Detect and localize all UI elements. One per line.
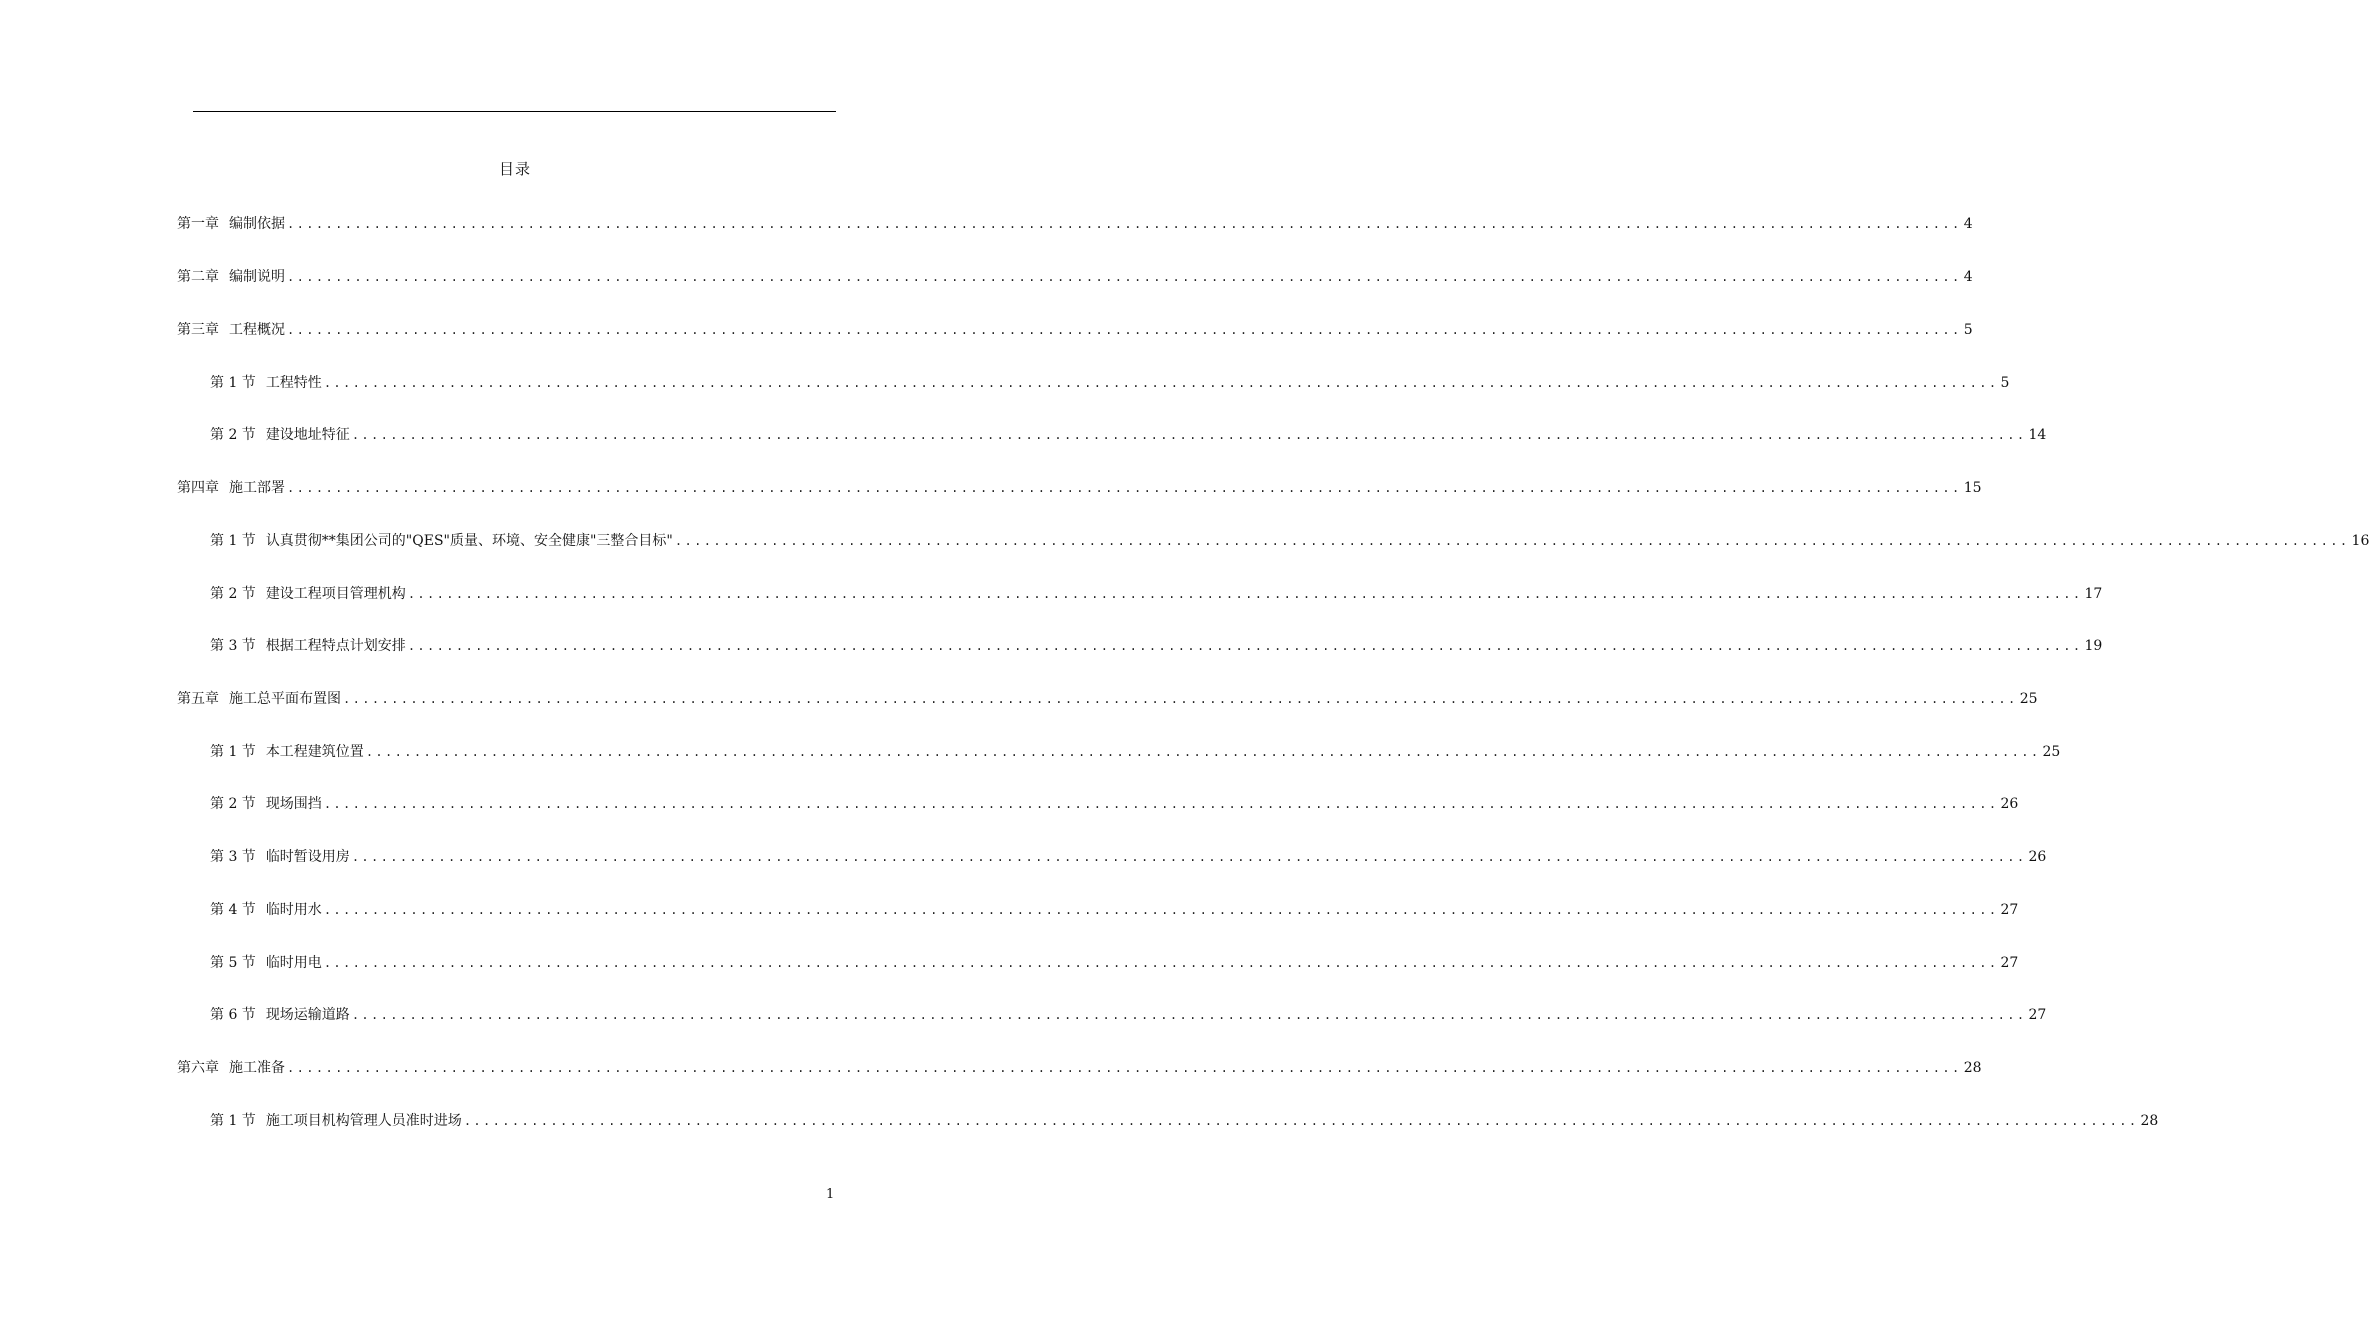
toc-entry-section[interactable] [210, 583, 2103, 603]
toc-entry-number: 第 1 节 [210, 375, 256, 391]
toc-entry-page: 27 [2000, 955, 2019, 971]
toc-leader-dots: .............................................................................................................................................................................. [323, 903, 1999, 917]
toc-entry-title: 认真贯彻**集团公司的"QES"质量、环境、安全健康"三整合目标" [265, 533, 673, 549]
toc-entry-title: 建设地址特征 [265, 427, 350, 443]
toc-entry-number: 第 2 节 [210, 427, 256, 443]
toc-entry-title: 现场围挡 [265, 796, 322, 812]
toc-entry-page: 28 [2140, 1113, 2159, 1129]
toc-entry-number: 第三章 [177, 322, 219, 338]
toc-entry-section[interactable] [210, 424, 2047, 444]
toc-entry-title: 临时用电 [265, 955, 322, 971]
toc-entry-title: 编制说明 [229, 269, 285, 285]
toc-entry-section[interactable] [210, 1004, 2047, 1024]
toc-entry-page: 26 [2028, 849, 2047, 865]
toc-entry-title: 工程特性 [265, 375, 322, 391]
toc-entry-page: 4 [1963, 216, 1973, 232]
toc-entry-title: 编制依据 [229, 216, 285, 232]
toc-leader-dots: .............................................................................................................................................................................. [323, 376, 1999, 390]
toc-leader-dots: .............................................................................................................................................................................. [323, 797, 1999, 811]
toc-entry-page: 25 [2019, 691, 2038, 707]
toc-entry-page: 26 [2000, 796, 2019, 812]
toc-entry-title: 临时用水 [265, 902, 322, 918]
toc-entry-page: 19 [2084, 638, 2103, 654]
toc-leader-dots: .............................................................................................................................................................................. [674, 534, 2350, 548]
toc-entry-chapter-2[interactable] [177, 266, 1973, 286]
toc-entry-title: 建设工程项目管理机构 [265, 586, 406, 602]
toc-entry-page: 5 [2000, 375, 2010, 391]
toc-entry-page: 5 [1963, 322, 1973, 338]
toc-leader-dots: .............................................................................................................................................................................. [407, 587, 2083, 601]
toc-entry-number: 第 1 节 [210, 1113, 256, 1129]
toc-entry-number: 第 2 节 [210, 586, 256, 602]
toc-entry-section[interactable] [210, 793, 2019, 813]
toc-entry-number: 第 1 节 [210, 744, 256, 760]
toc-entry-number: 第 4 节 [210, 902, 256, 918]
toc-entry-page: 25 [2042, 744, 2061, 760]
toc-leader-dots: .............................................................................................................................................................................. [407, 639, 2083, 653]
toc-entry-title: 工程概况 [229, 322, 285, 338]
toc-entry-title: 临时暂设用房 [265, 849, 350, 865]
toc-entry-chapter-5[interactable] [177, 688, 2038, 708]
toc-entry-number: 第 6 节 [210, 1007, 256, 1023]
toc-entry-number: 第 3 节 [210, 849, 256, 865]
toc-entry-section[interactable] [210, 635, 2103, 655]
toc-entry-number: 第四章 [177, 480, 219, 496]
toc-entry-section[interactable] [210, 846, 2047, 866]
page-number: 1 [826, 1187, 835, 1202]
toc-entry-title: 施工部署 [229, 480, 285, 496]
toc-entry-page: 15 [1963, 480, 1982, 496]
toc-entry-chapter-3[interactable] [177, 319, 1973, 339]
toc-leader-dots: .............................................................................................................................................................................. [287, 1061, 1962, 1075]
toc-entry-page: 17 [2084, 586, 2103, 602]
toc-entry-number: 第二章 [177, 269, 219, 285]
toc-entry-page: 14 [2028, 427, 2047, 443]
toc-leader-dots: .............................................................................................................................................................................. [365, 745, 2041, 759]
toc-leader-dots: .............................................................................................................................................................................. [463, 1114, 2139, 1128]
toc-entry-page: 27 [2000, 902, 2019, 918]
toc-entry-page: 28 [1963, 1060, 1982, 1076]
toc-entry-section[interactable] [210, 530, 2369, 550]
header-rule [193, 111, 836, 112]
toc-leader-dots: .............................................................................................................................................................................. [287, 217, 1962, 231]
toc-entry-section[interactable] [210, 952, 2019, 972]
toc-entry-chapter-1[interactable] [177, 213, 1973, 233]
toc-leader-dots: .............................................................................................................................................................................. [351, 850, 2027, 864]
toc-entry-title: 现场运输道路 [265, 1007, 350, 1023]
toc-leader-dots: .............................................................................................................................................................................. [323, 956, 1999, 970]
toc-entry-page: 16 [2351, 533, 2369, 549]
toc-leader-dots: .............................................................................................................................................................................. [351, 428, 2027, 442]
toc-entry-section[interactable] [210, 1110, 2159, 1130]
toc-entry-section[interactable] [210, 372, 2010, 392]
toc-entry-title: 施工总平面布置图 [229, 691, 341, 707]
toc-entry-number: 第 1 节 [210, 533, 256, 549]
toc-leader-dots: .............................................................................................................................................................................. [287, 481, 1962, 495]
toc-entry-number: 第五章 [177, 691, 219, 707]
toc-leader-dots: .............................................................................................................................................................................. [343, 692, 2018, 706]
toc-title: 目录 [498, 160, 531, 178]
toc-entry-number: 第 3 节 [210, 638, 256, 654]
toc-leader-dots: .............................................................................................................................................................................. [287, 323, 1962, 337]
toc-entry-chapter-6[interactable] [177, 1057, 1982, 1077]
toc-entry-number: 第 5 节 [210, 955, 256, 971]
toc-entry-title: 本工程建筑位置 [265, 744, 364, 760]
toc-entry-section[interactable] [210, 899, 2019, 919]
toc-entry-page: 27 [2028, 1007, 2047, 1023]
toc-leader-dots: .............................................................................................................................................................................. [351, 1008, 2027, 1022]
toc-entry-number: 第六章 [177, 1060, 219, 1076]
toc-entry-chapter-4[interactable] [177, 477, 1982, 497]
toc-entry-title: 根据工程特点计划安排 [265, 638, 406, 654]
toc-leader-dots: .............................................................................................................................................................................. [287, 270, 1962, 284]
toc-entry-number: 第一章 [177, 216, 219, 232]
toc-entry-section[interactable] [210, 741, 2061, 761]
toc-entry-page: 4 [1963, 269, 1973, 285]
toc-entry-title: 施工项目机构管理人员准时进场 [265, 1113, 462, 1129]
toc-entry-title: 施工准备 [229, 1060, 285, 1076]
toc-entry-number: 第 2 节 [210, 796, 256, 812]
